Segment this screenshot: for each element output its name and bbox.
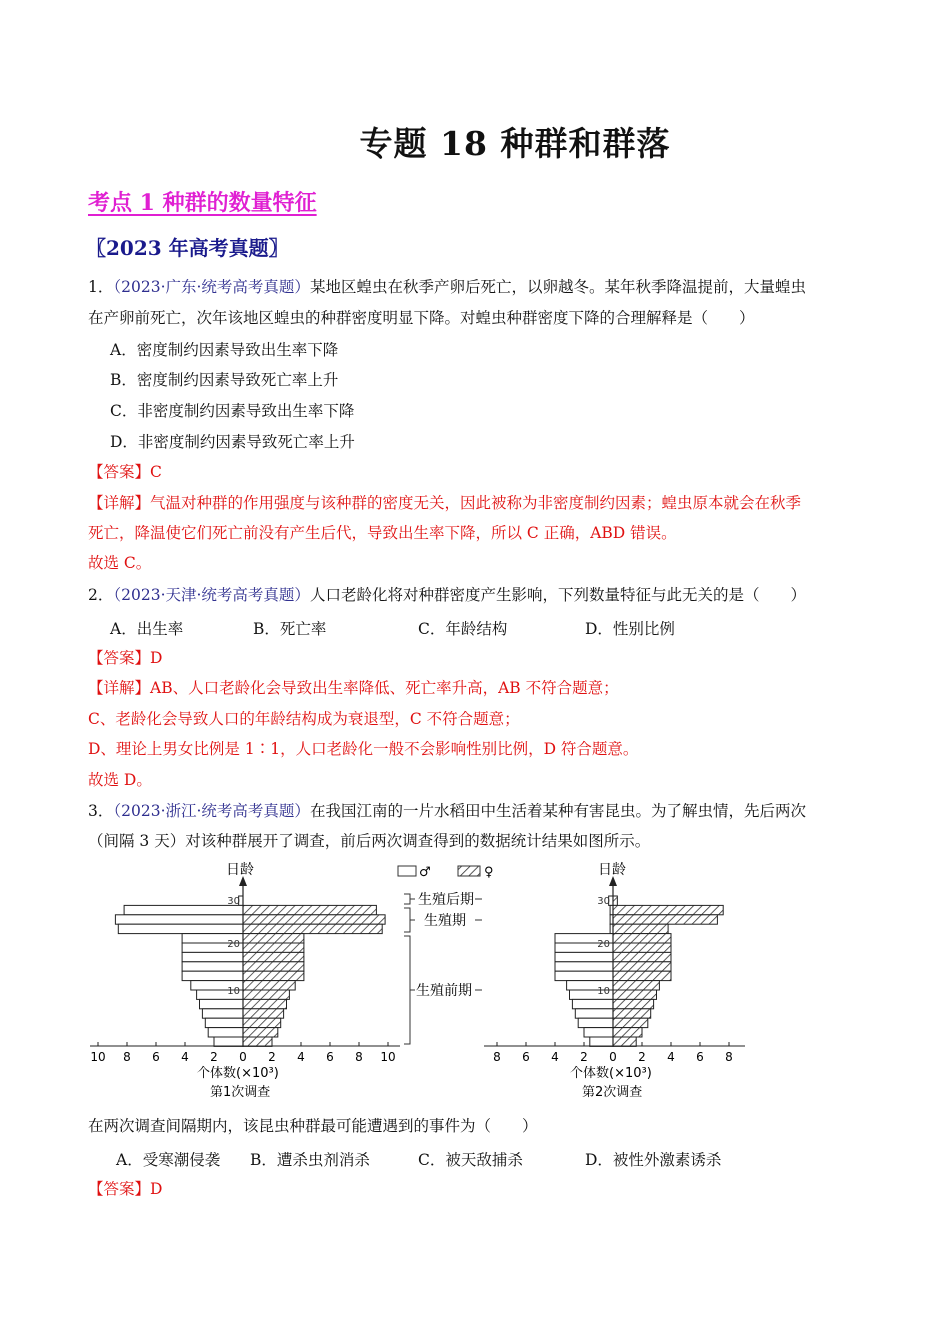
q1-conclusion: 故选 C。 <box>88 554 152 572</box>
age-structure-figure <box>0 852 950 1112</box>
x-tick-label: 10 <box>90 1050 106 1064</box>
q1-stem-line2: 在产卵前死亡，次年该地区蝗虫的种群密度明显下降。对蝗虫种群密度下降的合理解释是（ ） <box>88 309 755 327</box>
q3-text: 在我国江南的一片水稻田中生活着某种有害昆虫。为了解虫情，先后两次 <box>309 802 806 820</box>
q2-detail-line1 <box>88 678 619 698</box>
bar-male <box>182 971 243 980</box>
x-tick-label: 4 <box>181 1050 189 1064</box>
bar-female <box>243 1028 278 1037</box>
bar-male <box>590 1037 613 1046</box>
bar-male <box>555 952 613 961</box>
answer-value: D <box>150 649 163 667</box>
q2-detail-line3: D、理论上男女比例是 1∶1，人口老龄化一般不会影响性别比例，D 符合题意。 <box>88 740 639 758</box>
age-tick-label: 30 <box>227 896 240 907</box>
chart2-y-axis-label: 日龄 <box>598 862 626 878</box>
q2-option-c: C．年龄结构 <box>418 620 508 638</box>
answer-value: D <box>150 1180 163 1198</box>
x-tick-label: 4 <box>551 1050 559 1064</box>
q1-option-d: D．非密度制约因素导致死亡率上升 <box>110 433 355 451</box>
age-tick-label: 10 <box>597 986 610 997</box>
bar-male <box>578 1018 613 1027</box>
q3-option-b: B．遭杀虫剂消杀 <box>250 1151 370 1169</box>
chart2-caption: 第2次调查 <box>582 1085 643 1100</box>
bracket-pre <box>404 936 410 1044</box>
q3-option-c: C．被天敌捕杀 <box>418 1151 523 1169</box>
bar-female <box>243 943 304 952</box>
bar-female <box>243 1018 281 1027</box>
bar-female <box>613 943 671 952</box>
chart1-y-axis-label: 日龄 <box>226 862 254 878</box>
q2-option-b: B．死亡率 <box>253 620 327 638</box>
q1-number: 1． <box>88 278 114 296</box>
stage-pre-label: 生殖前期 <box>416 983 472 999</box>
subsection-heading: 〖2023 年高考真题〗 <box>86 236 289 260</box>
bar-female <box>243 924 382 933</box>
bar-male <box>208 1028 243 1037</box>
bar-female <box>613 971 671 980</box>
x-tick-label: 10 <box>380 1050 396 1064</box>
x-tick-label: 8 <box>725 1050 733 1064</box>
answer-label: 【答案】 <box>88 463 151 481</box>
x-tick-label: 0 <box>609 1050 617 1064</box>
q2-conclusion: 故选 D。 <box>88 771 152 789</box>
q3-stem-line2: （间隔 3 天）对该种群展开了调查，前后两次调查得到的数据统计结果如图所示。 <box>88 832 651 850</box>
age-tick-label: 20 <box>597 939 610 950</box>
q3-option-d: D．被性外激素诱杀 <box>585 1151 722 1169</box>
bar-female <box>613 981 659 990</box>
age-tick-label: 20 <box>227 939 240 950</box>
q1-detail-line2: 死亡，降温使它们死亡前没有产生后代，导致出生率下降，所以 C 正确，ABD 错误。 <box>88 524 677 542</box>
legend-male-swatch <box>398 866 416 876</box>
x-tick-label: 2 <box>638 1050 646 1064</box>
q2-text: 人口老龄化将对种群密度产生影响，下列数量特征与此无关的是（ ） <box>309 586 806 604</box>
x-tick-label: 4 <box>297 1050 305 1064</box>
x-tick-label: 4 <box>667 1050 675 1064</box>
x-tick-label: 6 <box>696 1050 704 1064</box>
x-tick-label: 8 <box>493 1050 501 1064</box>
q2-stem-line1 <box>88 585 806 605</box>
bar-female <box>243 981 295 990</box>
answer-label: 【答案】 <box>88 1180 151 1198</box>
bar-female <box>243 905 376 914</box>
bar-male <box>118 924 243 933</box>
q1-detail-line1 <box>88 493 801 513</box>
stage-post-label: 生殖后期 <box>418 892 474 908</box>
bar-female <box>243 1037 272 1046</box>
bar-male <box>572 999 613 1008</box>
q2-option-a: A．出生率 <box>110 620 184 638</box>
q2-number: 2． <box>88 586 114 604</box>
bracket-repro <box>404 908 410 932</box>
chart-first-survey <box>90 876 400 1064</box>
bracket-post <box>404 894 410 904</box>
q2-source: （2023·天津·统考高考真题） <box>113 586 310 604</box>
bar-male <box>182 952 243 961</box>
bar-male <box>575 1009 613 1018</box>
q3-source: （2023·浙江·统考高考真题） <box>113 802 310 820</box>
x-tick-label: 8 <box>123 1050 131 1064</box>
bar-male <box>115 915 243 924</box>
bar-female <box>243 952 304 961</box>
bar-male <box>182 962 243 971</box>
q3-stem-line1 <box>88 801 806 821</box>
x-tick-label: 0 <box>239 1050 247 1064</box>
bar-female <box>613 1009 651 1018</box>
bar-female <box>243 915 385 924</box>
bar-female <box>613 962 671 971</box>
chart1-caption: 第1次调查 <box>210 1085 271 1100</box>
bar-male <box>584 1028 613 1037</box>
legend-female-label: ♀ <box>484 865 494 880</box>
bar-female <box>243 971 304 980</box>
x-tick-label: 2 <box>580 1050 588 1064</box>
bar-female <box>613 934 671 943</box>
q3-option-a: A．受寒潮侵袭 <box>116 1151 221 1169</box>
q1-text: 某地区蝗虫在秋季产卵后死亡，以卵越冬。某年秋季降温提前，大量蝗虫 <box>309 278 806 296</box>
bar-female <box>243 1009 284 1018</box>
bar-female <box>613 999 654 1008</box>
x-tick-label: 6 <box>152 1050 160 1064</box>
chart1-x-axis-label: 个体数(×10³) <box>197 1066 279 1081</box>
x-tick-label: 6 <box>326 1050 334 1064</box>
q3-number: 3． <box>88 802 114 820</box>
q2-detail-line2: C、老龄化会导致人口的年龄结构成为衰退型，C 不符合题意； <box>88 710 520 728</box>
bar-female <box>613 952 671 961</box>
age-tick-label: 30 <box>597 896 610 907</box>
detail-label: 【详解】 <box>88 494 151 512</box>
bar-male <box>555 971 613 980</box>
q1-option-a: A．密度制约因素导致出生率下降 <box>110 341 339 359</box>
q1-source: （2023·广东·统考高考真题） <box>113 278 310 296</box>
x-tick-label: 2 <box>268 1050 276 1064</box>
bar-female <box>613 924 668 933</box>
bar-female <box>613 1028 642 1037</box>
q3-question: 在两次调查间隔期内，该昆虫种群最可能遭遇到的事件为（ ） <box>88 1117 538 1135</box>
detail-text: 气温对种群的作用强度与该种群的密度无关，因此被称为非密度制约因素；蝗虫原本就会在秋季 <box>150 494 802 512</box>
bar-male <box>200 999 244 1008</box>
bar-female <box>243 990 289 999</box>
bar-female <box>613 896 617 905</box>
detail-label: 【详解】 <box>88 679 151 697</box>
q1-stem-line1 <box>88 277 806 297</box>
x-tick-label: 6 <box>522 1050 530 1064</box>
x-tick-label: 2 <box>210 1050 218 1064</box>
bar-female <box>243 999 287 1008</box>
legend-male-label: ♂ <box>419 865 431 880</box>
bar-female <box>613 905 723 914</box>
page-title: 专题 18 种群和群落 <box>359 124 671 163</box>
bar-male <box>202 1009 243 1018</box>
answer-value: C <box>150 463 162 481</box>
q1-option-c: C．非密度制约因素导致出生率下降 <box>110 402 355 420</box>
q1-answer <box>88 462 162 482</box>
q3-answer <box>88 1179 162 1199</box>
chart-second-survey <box>484 876 745 1064</box>
bar-male <box>555 962 613 971</box>
bar-female <box>613 915 717 924</box>
q1-option-b: B．密度制约因素导致死亡率上升 <box>110 371 339 389</box>
bar-male <box>205 1018 243 1027</box>
chart2-x-axis-label: 个体数(×10³) <box>570 1066 652 1081</box>
bar-male <box>214 1037 243 1046</box>
bar-male <box>124 905 243 914</box>
q2-answer <box>88 648 162 668</box>
bar-female <box>243 934 304 943</box>
stage-repro-label: 生殖期 <box>424 913 466 929</box>
age-tick-label: 10 <box>227 986 240 997</box>
detail-text: AB、人口老龄化会导致出生率降低、死亡率升高，AB 不符合题意； <box>150 679 619 697</box>
x-tick-label: 8 <box>355 1050 363 1064</box>
bar-female <box>613 990 657 999</box>
bar-female <box>613 1037 636 1046</box>
answer-label: 【答案】 <box>88 649 151 667</box>
section-heading: 考点 1 种群的数量特征 <box>88 190 317 216</box>
bar-female <box>613 1018 648 1027</box>
legend-female-swatch <box>458 866 480 876</box>
bar-female <box>243 962 304 971</box>
q2-option-d: D．性别比例 <box>585 620 675 638</box>
